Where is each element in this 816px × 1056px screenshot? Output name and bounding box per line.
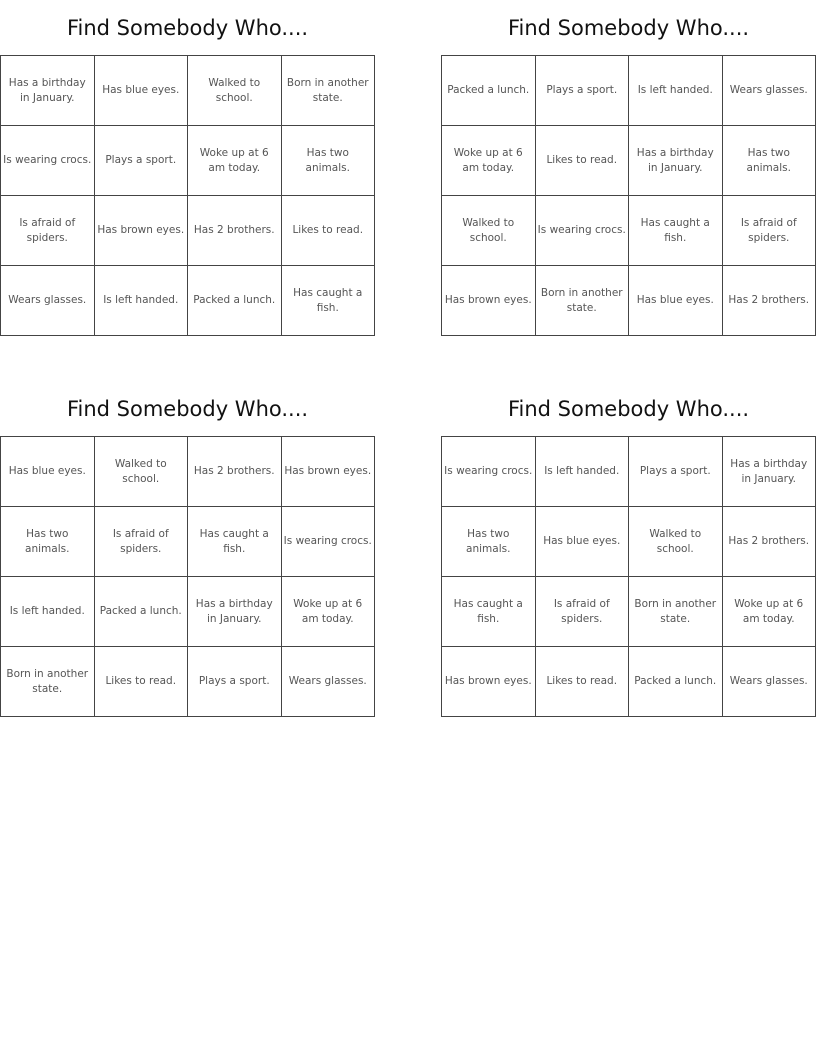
bingo-cell: Is afraid of spiders. — [536, 577, 630, 647]
bingo-cell: Born in another state. — [536, 266, 630, 336]
bingo-cell: Walked to school. — [188, 56, 282, 126]
bingo-cell: Has two animals. — [282, 126, 376, 196]
bingo-cell: Wears glasses. — [1, 266, 95, 336]
bingo-cell: Likes to read. — [282, 196, 376, 266]
bingo-cell: Has 2 brothers. — [188, 437, 282, 507]
bingo-cell: Wears glasses. — [723, 647, 816, 717]
bingo-cell: Has caught a fish. — [442, 577, 536, 647]
bingo-cell: Is wearing crocs. — [1, 126, 95, 196]
bingo-cell: Likes to read. — [536, 126, 630, 196]
bingo-cell: Woke up at 6 am today. — [188, 126, 282, 196]
bingo-cell: Has a birthday in January. — [1, 56, 95, 126]
card-title: Find Somebody Who.... — [507, 15, 750, 40]
bingo-cell: Walked to school. — [442, 196, 536, 266]
bingo-cell: Plays a sport. — [629, 437, 723, 507]
bingo-cell: Has 2 brothers. — [723, 266, 816, 336]
bingo-cell: Has two animals. — [1, 507, 95, 577]
bingo-cell: Woke up at 6 am today. — [723, 577, 816, 647]
bingo-cell: Has brown eyes. — [442, 266, 536, 336]
bingo-cell: Has 2 brothers. — [188, 196, 282, 266]
bingo-cell: Is afraid of spiders. — [723, 196, 816, 266]
bingo-cell: Has caught a fish. — [629, 196, 723, 266]
bingo-cell: Born in another state. — [1, 647, 95, 717]
bingo-cell: Born in another state. — [629, 577, 723, 647]
bingo-cell: Has a birthday in January. — [188, 577, 282, 647]
bingo-cell: Has blue eyes. — [536, 507, 630, 577]
bingo-cell: Is wearing crocs. — [442, 437, 536, 507]
bingo-cell: Is afraid of spiders. — [95, 507, 189, 577]
bingo-cell: Is left handed. — [95, 266, 189, 336]
bingo-cell: Walked to school. — [629, 507, 723, 577]
bingo-cell: Has brown eyes. — [442, 647, 536, 717]
bingo-cell: Is left handed. — [536, 437, 630, 507]
bingo-cell: Has a birthday in January. — [723, 437, 816, 507]
bingo-cell: Woke up at 6 am today. — [282, 577, 376, 647]
bingo-grid — [0, 55, 375, 336]
bingo-cell: Packed a lunch. — [188, 266, 282, 336]
bingo-cell: Has blue eyes. — [629, 266, 723, 336]
bingo-card-4 — [441, 381, 816, 717]
bingo-cell: Has brown eyes. — [95, 196, 189, 266]
bingo-cell: Likes to read. — [95, 647, 189, 717]
bingo-cell: Has a birthday in January. — [629, 126, 723, 196]
bingo-card-1 — [0, 0, 375, 336]
bingo-cell: Has brown eyes. — [282, 437, 376, 507]
bingo-cell: Is left handed. — [629, 56, 723, 126]
bingo-card-3 — [0, 381, 375, 717]
bingo-card-2 — [441, 0, 816, 336]
bingo-cell: Plays a sport. — [536, 56, 630, 126]
card-title: Find Somebody Who.... — [66, 15, 309, 40]
bingo-grid — [441, 55, 816, 336]
bingo-cell: Is afraid of spiders. — [1, 196, 95, 266]
bingo-cell: Has 2 brothers. — [723, 507, 816, 577]
bingo-cell: Has blue eyes. — [95, 56, 189, 126]
bingo-cell: Likes to read. — [536, 647, 630, 717]
bingo-cell: Wears glasses. — [723, 56, 816, 126]
bingo-cell: Has two animals. — [442, 507, 536, 577]
bingo-cell: Plays a sport. — [95, 126, 189, 196]
bingo-cell: Packed a lunch. — [442, 56, 536, 126]
bingo-cell: Has blue eyes. — [1, 437, 95, 507]
bingo-grid — [0, 436, 375, 717]
bingo-cell: Wears glasses. — [282, 647, 376, 717]
bingo-cell: Has two animals. — [723, 126, 816, 196]
card-title: Find Somebody Who.... — [66, 396, 309, 421]
bingo-cell: Is wearing crocs. — [536, 196, 630, 266]
bingo-cell: Is left handed. — [1, 577, 95, 647]
bingo-cell: Woke up at 6 am today. — [442, 126, 536, 196]
bingo-grid — [441, 436, 816, 717]
bingo-cell: Born in another state. — [282, 56, 376, 126]
bingo-cell: Plays a sport. — [188, 647, 282, 717]
bingo-cell: Packed a lunch. — [95, 577, 189, 647]
bingo-cell: Is wearing crocs. — [282, 507, 376, 577]
bingo-cell: Has caught a fish. — [188, 507, 282, 577]
card-title: Find Somebody Who.... — [507, 396, 750, 421]
bingo-cell: Has caught a fish. — [282, 266, 376, 336]
bingo-cell: Packed a lunch. — [629, 647, 723, 717]
bingo-cell: Walked to school. — [95, 437, 189, 507]
